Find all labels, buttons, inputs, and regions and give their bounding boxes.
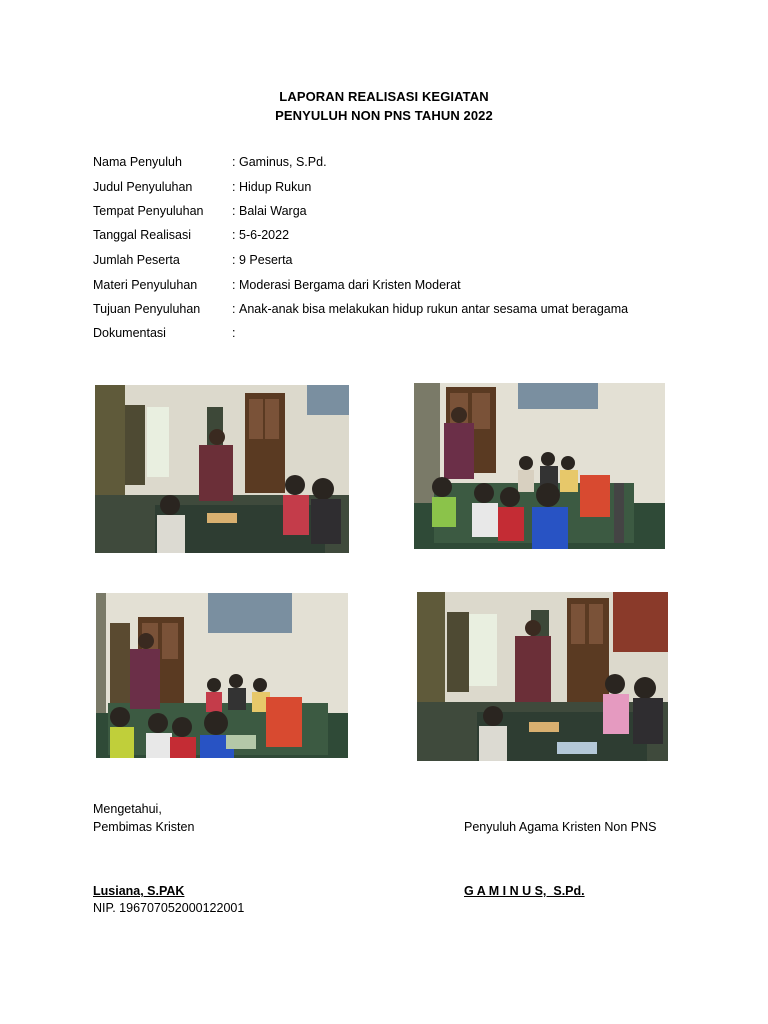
field-colon: :: [232, 228, 236, 242]
field-label: Tanggal Realisasi: [93, 228, 191, 242]
report-title-line1: LAPORAN REALISASI KEGIATAN: [279, 89, 489, 104]
field-label: Tujuan Penyuluhan: [93, 302, 201, 316]
documentation-photo-2: [414, 383, 665, 549]
field-value: Balai Warga: [239, 204, 307, 218]
field-value: Anak-anak bisa melakukan hidup rukun antar sesama umat beragama: [239, 302, 629, 316]
field-colon: :: [232, 253, 236, 267]
field-value: Moderasi Bergama dari Kristen Moderat: [239, 278, 461, 292]
field-label: Tempat Penyuluhan: [93, 204, 204, 218]
left-signatory-name: Lusiana, S.PAK: [93, 884, 185, 898]
documentation-photo-4: [417, 592, 668, 761]
left-signatory-title: Pembimas Kristen: [93, 820, 195, 834]
documentation-photo-1: [95, 385, 349, 553]
right-signatory-name: G A M I N U S, S.Pd.: [464, 884, 585, 898]
field-colon: :: [232, 278, 236, 292]
field-colon: :: [232, 326, 236, 340]
field-value: Gaminus, S.Pd.: [239, 155, 327, 169]
field-colon: :: [232, 155, 236, 169]
left-signatory-nip: NIP. 196707052000122001: [93, 901, 245, 915]
field-value: 9 Peserta: [239, 253, 293, 267]
field-label: Nama Penyuluh: [93, 155, 182, 169]
field-label: Jumlah Peserta: [93, 253, 180, 267]
acknowledgement-label: Mengetahui,: [93, 802, 162, 816]
field-label: Materi Penyuluhan: [93, 278, 198, 292]
field-value: 5-6-2022: [239, 228, 290, 242]
field-label: Judul Penyuluhan: [93, 180, 193, 194]
field-colon: :: [232, 204, 236, 218]
field-colon: :: [232, 302, 236, 316]
right-signatory-title: Penyuluh Agama Kristen Non PNS: [464, 820, 657, 834]
field-value: Hidup Rukun: [239, 180, 312, 194]
report-title-line2: PENYULUH NON PNS TAHUN 2022: [275, 108, 493, 123]
documentation-photo-3: [96, 593, 348, 758]
field-colon: :: [232, 180, 236, 194]
field-label: Dokumentasi: [93, 326, 166, 340]
